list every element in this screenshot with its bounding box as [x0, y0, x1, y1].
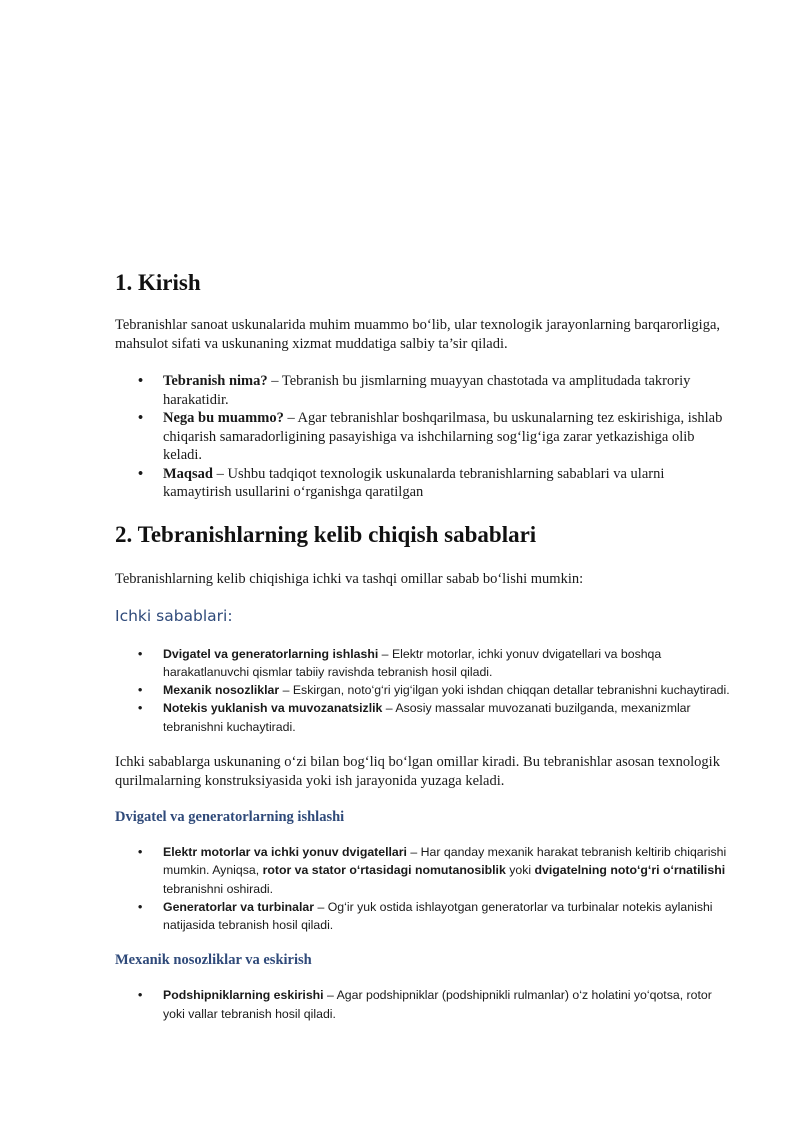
section-1-title: 1. Kirish: [115, 270, 201, 295]
internal-causes-paragraph: Ichki sabablarga uskunaning o‘zi bilan bog‘liq bo‘lgan omillar kiradi. Bu tebranishlar asosan texnologik qurilmalarning konstruksiyasida yoki ish jarayonida yuzaga keladi.: [115, 753, 720, 789]
subsection-mechanical-heading: Mexanik nosozliklar va eskirish: [115, 952, 312, 969]
bullet-term: Nega bu muammo?: [163, 410, 284, 426]
bullet-term: Mexanik nosozliklar: [163, 683, 280, 698]
bullet-term: Elektr motorlar va ichki yonuv dvigatellari: [163, 844, 407, 859]
list-item: [115, 898, 735, 935]
bullet-text: – Elektr motorlar, ichki yonuv dvigatellari va boshqa harakatlanuvchi qismlar tabiiy ravishda tebranish hosil qiladi.: [163, 646, 662, 679]
bullet-text: – Eskirgan, noto‘g‘ri yig‘ilgan yoki ishdan chiqqan detallar tebranishni kuchaytiradi.: [279, 683, 730, 698]
bullet-term: Generatorlar va turbinalar: [163, 899, 315, 914]
list-item: [115, 372, 735, 409]
internal-causes-list: [115, 645, 735, 736]
bullet-text: – Asosiy massalar muvozanati buzilganda, mexanizmlar tebranishni kuchaytiradi.: [163, 701, 691, 734]
list-item: [115, 409, 735, 465]
section-1-intro: Tebranishlar sanoat uskunalarida muhim muammo bo‘lib, ular texnologik jarayonlarning barqarorligiga, mahsulot sifati va uskunaning xizmat muddatiga salbiy ta’sir qiladi.: [115, 317, 720, 352]
section-2-intro: Tebranishlarning kelib chiqishiga ichki va tashqi omillar sabab bo‘lishi mumkin:: [115, 570, 584, 587]
bullet-term: Podshipniklarning eskirishi: [163, 988, 324, 1003]
bullet-text: – Ushbu tadqiqot texnologik uskunalarda tebranishlarning sabablari va ularni kamaytirish usullarini o‘rganishga qaratilgan: [163, 465, 665, 500]
subheading-internal-causes: Ichki sabablari:: [115, 606, 233, 625]
bullet-emphasis: dvigatelning noto‘g‘ri o‘rnatilishi: [534, 863, 726, 878]
engines-list: [115, 843, 735, 934]
bullet-text: tebranishni oshiradi.: [163, 881, 274, 896]
list-item: [115, 465, 735, 502]
bullet-term: Maqsad: [163, 465, 213, 482]
section-1-bullet-list: [115, 372, 735, 502]
bullet-term: Notekis yuklanish va muvozanatsizlik: [163, 701, 383, 716]
bullet-term: Dvigatel va generatorlarning ishlashi: [163, 646, 379, 661]
list-item: [115, 699, 735, 736]
bullet-text: – Agar podshipniklar (podshipnikli rulmanlar) o‘z holatini yo‘qotsa, rotor yoki vallar tebranish hosil qiladi.: [163, 988, 712, 1021]
list-item: [115, 843, 735, 898]
bullet-term: Tebranish nima?: [163, 373, 268, 389]
bullet-text: – Tebranish bu jismlarning muayyan chastotada va amplitudada takroriy harakatidir.: [163, 373, 691, 408]
list-item: [115, 645, 735, 682]
bullet-text: – Har qanday mexanik harakat tebranish keltirib chiqarishi mumkin. Ayniqsa,: [163, 844, 727, 878]
section-2-title: 2. Tebranishlarning kelib chiqish sabablari: [115, 521, 537, 547]
document-page: [115, 268, 735, 1023]
bullet-text: – Og‘ir yuk ostida ishlayotgan generatorlar va turbinalar notekis aylanishi natijasida tebranish hosil qiladi.: [163, 899, 713, 933]
mechanical-list: [115, 986, 735, 1023]
bullet-text: yoki: [505, 863, 535, 878]
bullet-emphasis: rotor va stator o‘rtasidagi nomutanosiblik: [262, 863, 506, 878]
list-item: [115, 986, 735, 1023]
subsection-engines-heading: Dvigatel va generatorlarning ishlashi: [115, 808, 345, 825]
list-item: [115, 681, 735, 699]
bullet-text: – Agar tebranishlar boshqarilmasa, bu uskunalarning tez eskirishiga, ishlab chiqarish samaradorligining pasayishiga va ishchilarning sog‘lig‘iga zarar yetkazishiga olib keladi.: [163, 410, 723, 463]
